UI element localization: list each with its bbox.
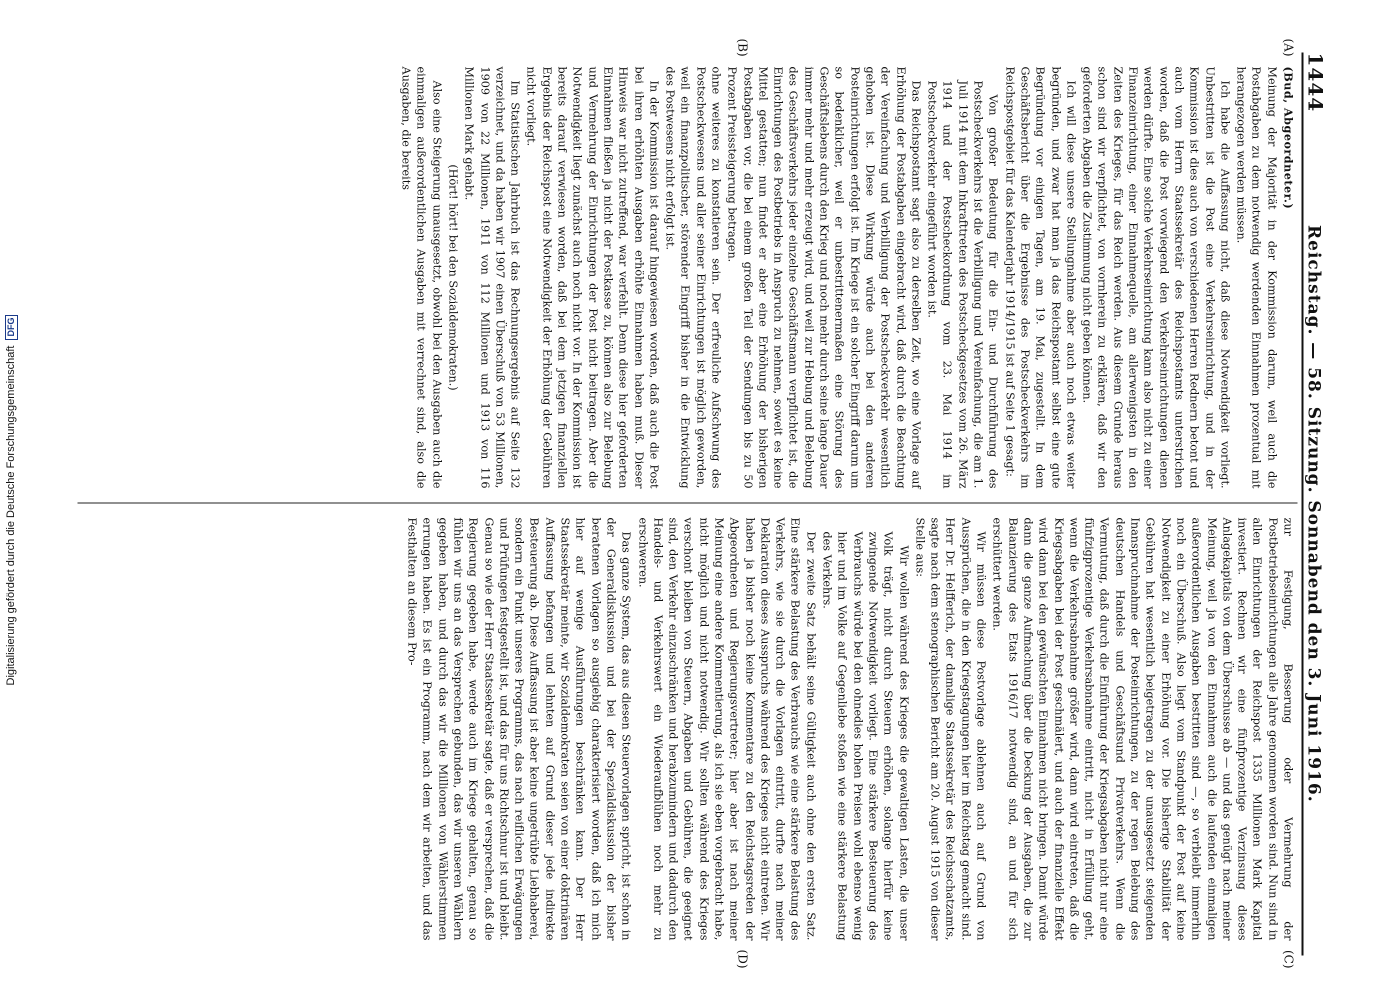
funding-note [0,0,22,1000]
quotation: Wir wollen während des Krieges die gewaltigen Lasten, die unser Volk trägt, nicht durch Steuern erhöhen, solange hierfür keine zwingende Notwendigkeit vorliegt. Eine stärkere Besteuerung des Verbrauchs würde bei den ohnedies hohen Preisen wohl ebenso wenig hier und im Volke auf Gegenliebe stoßen wie eine stärkere Belastung des Verkehrs. [820,531,910,940]
rotated-page-content [72,38,1327,968]
interjection: (Hört! hört! bei den Sozialdemokraten.) [445,163,459,391]
document-page [72,38,1327,968]
paragraph: Im Statistischen Jahrbuch ist das Rechnungsergebnis auf Seite 132 verzeichnet, und da haben wir 1907 einen Überschuß von 53 Millionen, 1909 von 22 Millionen, 1911 von 112 Millionen und 1913 von 116 Millionen Mark gehabt. [462,66,522,488]
text-columns [77,38,1297,968]
margin-mark-c: (C) [1281,949,1295,968]
paragraph: Meinung der Majorität in der Kommission darum, weil auch die Postabgaben zu dem notwendig werdenden Einnahmen prozentual mit herangezogen werden müssen. [1234,66,1278,488]
margin-mark-b: (B) [735,38,749,57]
quotation: Von großer Bedeutung für die Ein- und Durchführung des Postscheckverkehrs ist die Verbilligung und Vereinfachung, die am 1. Juli 1914 mit dem Inkrafttreten des Postscheckgesetzes vom 26. März 1914 und der Postscheckordnung vom 23. Mai 1914 im Postscheckverkehr eingeführt worden ist. [925,80,1000,488]
left-column [77,38,1297,503]
funding-text: Digitalisierung gefördert durch die Deutsche Forschungsgemeinschaft [5,345,17,686]
right-column [77,503,1297,968]
dfg-logo-icon: DFG [5,315,18,340]
paragraph: Ich will diese unsere Stellungnahme aber auch noch etwas weiter begründen, und zwar hat man ja das Reichspostamt selbst eine gute Begründung vor einigen Tagen, am 19. Mai, zugestellt. In dem Geschäftsbericht über die Ergebnisse des Postscheckverkehrs im Reichspostgebiet für das Kalenderjahr 1914/1915 ist auf Seite 1 gesagt: [1002,66,1077,488]
page-header [1301,52,1327,955]
page-number: 1444 [1303,52,1327,112]
paragraph: Ich habe die Auffassung nicht, daß diese Notwendigkeit vorliegt. Unbestritten ist die Post eine Verkehrseinrichtung, und in der Kommission ist dies auch von verschiedenen Herren Rednern betont und auch vom Herrn Staatssekretär des Reichspostamts unterstrichen worden, daß die Post vorwiegend den Verkehrseinrichtungen dienen werden dürfte. Eine solche Verkehrseinrichtung kann also nicht zu einer Finanzeinrichtung, einer Einnahmequelle, am allerwenigsten in den Zeiten des Krieges, für das Reich werden. Aus diesem Grunde heraus schon sind wir verpflichtet, von vornherein zu erklären, daß wir den geforderten Abgaben die Zustimmung nicht geben können. [1080,66,1231,488]
paragraph: Der zweite Satz behält seine Gültigkeit auch ohne den ersten Satz. Eine stärkere Belastung des Verbrauchs wie eine stärkere Belastung des Verkehrs, wie sie durch die Vorlagen eintritt, durfte nach meiner Deklaration dieses Ausspruchs während des Krieges nicht eintreten. Wir haben ja bisher noch keine Kommentare zu den Reichstagsreden der Abgeordneten und Regierungsvertreter; hier aber ist nach meiner Meinung eine andere Kommentierung, als ich sie eben vorgebracht habe, nicht möglich und nicht notwendig. Wir sollten während des Krieges verschont bleiben von Steuern, Abgaben und Gebühren, die geeignet sind, den Verkehr einzuschränken und herabzumindern und dadurch den Handels- und Verkehrswert ein Wiederaufblühen noch mehr zu erschweren. [635,517,817,940]
paragraph: Das ganze System, das aus diesen Steuervorlagen spricht, ist schon in der Generaldiskussion und bei der Spezialdiskussion der bisher beratenen Vorlagen so ausgiebig charakterisiert worden, daß ich mich hier auf wenige Ausführungen beschränken kann. Der Herr Staatssekretär meinte, wir Sozialdemokraten seien von einer doktrinären Auffassung befangen und lehnten auf Grund dieser jede indirekte Besteuerung ab. Diese Auffassung ist aber keine ungetrübte Liebhaberei, sondern ein Punkt unseres Programms, das nach reiflichen Erwägungen und Prüfungen festgestellt ist, und das für uns Richtschnur ist und bleibt. Genau so wie der Herr Staatssekretär sagte, daß er versprechen, daß die Regierung gegeben habe, werde auch im Kriege gehalten, genau so fühlen wir uns an das Versprechen gebunden, das wir unseren Wählern gegeben haben, und durch das wir die Millionen von Wählerstimmen errungen haben. Es ist ein Programm, nach dem wir arbeiten, und das Festhalten an diesem Pro- [405,517,633,940]
paragraph: In der Kommission ist darauf hingewiesen worden, daß auch die Post bei ihren erhöhten Ausgaben erhöhte Einnahmen haben muß. Dieser Hinweis war nicht zutreffend, war verfehlt. Denn diese hier geforderten Einnahmen fließen ja nicht der Postkasse zu, können also zur Belebung und Vermehrung der Einrichtungen der Post nicht beitragen. Aber die Notwendigkeit liegt zunächst auch noch nicht vor. In der Kommission ist bereits darauf verwiesen worden, daß bei dem jetzigen finanziellen Ergebnis der Reichspost eine Notwendigkeit der Erhöhung der Gebühren nicht vorliegt. [524,66,660,488]
speaker-label: (Bud, Abgeordneter.) [1281,66,1295,209]
paragraph: Wir müssen diese Postvorlage ablehnen auch auf Grund von Aussprüchen, die in den Kriegstagungen hier im Reichstag gemacht sind. Herr Dr. Helfferich, der damalige Staatssekretär des Reichsschatzamts, sagte nach dem stenographischen Bericht am 20. August 1915 von dieser Stelle aus: [912,517,988,940]
margin-mark-d: (D) [735,949,749,968]
paragraph: Das Reichspostamt sagt also zu derselben Zeit, wo eine Vorlage auf Erhöhung der Postabgaben eingebracht wird, daß durch die Beachtung der Vereinfachung und Verbilligung der Postscheckverkehr wesentlich gehoben ist. Diese Wirkung würde auch bei den anderen Posteinrichtungen erfolgt ist. Im Kriege ist ein solcher Eingriff darum um so bedenklicher, weil er unbestrittenermaßen eine Störung des Geschäftslebens durch den Krieg und noch mehr durch seine lange Dauer immer mehr und mehr erzeugt wird, und weil zur Hebung und Belebung des Geschäftsverkehrs jeder einzelne Geschäftsmann verpflichtet ist, die Einrichtungen des Postbetriebs in Anspruch zu nehmen, soweit es keine Mittel gestatten; nun findet er aber eine Erhöhung der bisherigen Postabgaben vor, die bei einem großen Teil der Sendungen bis zu 50 Prozent Preissteigerung betragen. [725,66,922,488]
paragraph: zur Festigung, Besserung oder Vermehrung der Postbetriebseinrichtungen alle Jahre genommen worden sind. Nun sind in allen Einrichtungen der Reichspost 1335 Millionen Mark Kapital investiert. Rechnen wir eine fünfprozentige Verzinsung dieses Anlagekapitals von dem Überschusse ab — und das genügt nach meiner Meinung, weil ja von den Einnahmen auch die laufenden einmaligen außerordentlichen Ausgaben bestritten sind —, so verbleibt immerhin noch ein Überschuß. Also liegt vom Standpunkt der Post auf keine Notwendigkeit zu einer Erhöhung vor. Die bisherige Stabilität der Gebühren hat wesentlich beigetragen zu der unausgesetzt steigenden Inanspruchnahme der Posteinrichtungen, zu der regen Belebung des deutschen Handels und Geschäftsund Privatverkehrs. Wenn die Vermutung, daß durch die Einführung der Kriegsabgaben nicht nur eine fünfzigprozentige Verkehrsabnahme eintritt, nicht in Erfüllung geht, wenn die Verkehrsabnahme größer wird, dann wird eintreten, daß die Kriegsabgaben bei der Post geschmälert, und auch der finanzielle Effekt wird dann bei den gewünschten Einnahmen nicht bringen. Damit würde dann die ganze Aufmachung über die Deckung der Ausgaben, die zur Balanzierung des Etats 1916/17 notwendig sind, an und für sich erschüttert werden. [990,517,1294,940]
paragraph: ohne weiteres zu konstatieren sein. Der erfreuliche Aufschwung des Postscheckwesens und aller seiner Einrichtungen ist möglich geworden, weil ein finanzpolitischer, störender Eingriff bisher in die Entwicklung des Postwesens nicht erfolgt ist. [663,66,723,488]
page-title: Reichstag. — 58. Sitzung. Sonnabend den 3. Juni 1916. [1303,224,1323,803]
paragraph: Also eine Steigerung unausgesetzt, obwohl bei den Ausgaben auch die einmaligen außerordentlichen Ausgaben mit verrechnet sind, also die Ausgaben, die bereits [399,66,443,488]
margin-mark-a: (A) [1281,38,1295,57]
